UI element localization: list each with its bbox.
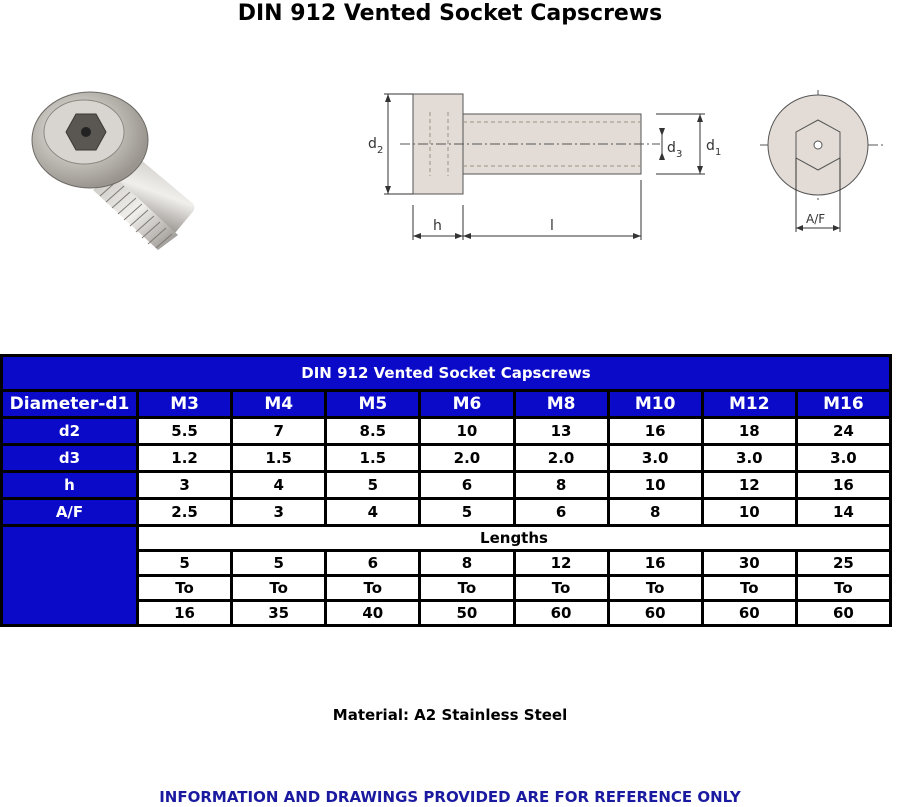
cell: 3.0 bbox=[796, 445, 890, 472]
cell: To bbox=[702, 576, 796, 601]
material-note: Material: A2 Stainless Steel bbox=[332, 706, 568, 724]
cell: 8.5 bbox=[326, 418, 420, 445]
header-size: M8 bbox=[514, 391, 608, 418]
label-af: A/F bbox=[806, 212, 826, 226]
row-label: d3 bbox=[2, 445, 138, 472]
cell: 12 bbox=[702, 472, 796, 499]
cell: 2.0 bbox=[514, 445, 608, 472]
cell: 40 bbox=[326, 601, 420, 626]
header-size: M6 bbox=[420, 391, 514, 418]
cell: 10 bbox=[420, 418, 514, 445]
row-label: h bbox=[2, 472, 138, 499]
cell: 3 bbox=[138, 472, 232, 499]
cell: 50 bbox=[420, 601, 514, 626]
cell: To bbox=[232, 576, 326, 601]
cell: 18 bbox=[702, 418, 796, 445]
cell: 1.5 bbox=[326, 445, 420, 472]
cell: 8 bbox=[420, 551, 514, 576]
cell: 7 bbox=[232, 418, 326, 445]
cell: 3 bbox=[232, 499, 326, 526]
cell: 30 bbox=[702, 551, 796, 576]
table-title: DIN 912 Vented Socket Capscrews bbox=[2, 356, 891, 391]
table-row bbox=[2, 472, 891, 499]
label-d3: d bbox=[667, 140, 676, 156]
cell: 16 bbox=[608, 418, 702, 445]
label-d2-sub: 2 bbox=[377, 145, 384, 156]
cell: 60 bbox=[702, 601, 796, 626]
header-diameter-label: Diameter-d1 bbox=[2, 391, 138, 418]
cell: 5 bbox=[232, 551, 326, 576]
row-label: d2 bbox=[2, 418, 138, 445]
cell: 10 bbox=[608, 472, 702, 499]
label-h: h bbox=[433, 218, 442, 234]
cell: 2.0 bbox=[420, 445, 514, 472]
cell: To bbox=[326, 576, 420, 601]
label-d3-sub: 3 bbox=[676, 149, 683, 160]
cell: 16 bbox=[608, 551, 702, 576]
cell: To bbox=[796, 576, 890, 601]
cell: 1.2 bbox=[138, 445, 232, 472]
disclaimer: INFORMATION AND DRAWINGS PROVIDED ARE FOR REFERENCE ONLY bbox=[159, 788, 741, 806]
cell: 6 bbox=[420, 472, 514, 499]
cell: To bbox=[420, 576, 514, 601]
cell: 6 bbox=[514, 499, 608, 526]
cell: 5 bbox=[420, 499, 514, 526]
cell: 13 bbox=[514, 418, 608, 445]
header-size: M5 bbox=[326, 391, 420, 418]
cell: 12 bbox=[514, 551, 608, 576]
header-size: M16 bbox=[796, 391, 890, 418]
spec-table bbox=[0, 354, 892, 627]
cell: 3.0 bbox=[608, 445, 702, 472]
label-d2: d bbox=[368, 136, 377, 152]
cell: 8 bbox=[514, 472, 608, 499]
cell: 14 bbox=[796, 499, 890, 526]
side-view-drawing bbox=[360, 80, 730, 250]
cell: To bbox=[138, 576, 232, 601]
header-size: M3 bbox=[138, 391, 232, 418]
table-row bbox=[2, 445, 891, 472]
cell: 60 bbox=[514, 601, 608, 626]
cell: 16 bbox=[138, 601, 232, 626]
cell: 4 bbox=[232, 472, 326, 499]
cell: 5.5 bbox=[138, 418, 232, 445]
cell: 3.0 bbox=[702, 445, 796, 472]
cell: 60 bbox=[796, 601, 890, 626]
lengths-spacer bbox=[2, 526, 138, 626]
header-size: M10 bbox=[608, 391, 702, 418]
cell: 25 bbox=[796, 551, 890, 576]
end-view-drawing bbox=[755, 90, 890, 245]
header-size: M4 bbox=[232, 391, 326, 418]
cell: 16 bbox=[796, 472, 890, 499]
header-size: M12 bbox=[702, 391, 796, 418]
cell: 5 bbox=[326, 472, 420, 499]
cell: 60 bbox=[608, 601, 702, 626]
cell: 1.5 bbox=[232, 445, 326, 472]
lengths-heading: Lengths bbox=[138, 526, 891, 551]
cell: 5 bbox=[138, 551, 232, 576]
table-row bbox=[2, 499, 891, 526]
page-title: DIN 912 Vented Socket Capscrews bbox=[237, 1, 663, 26]
cell: 35 bbox=[232, 601, 326, 626]
row-label: A/F bbox=[2, 499, 138, 526]
cell: 4 bbox=[326, 499, 420, 526]
label-d1-sub: 1 bbox=[715, 147, 722, 158]
cell: To bbox=[608, 576, 702, 601]
label-d1: d bbox=[706, 138, 715, 154]
cell: 8 bbox=[608, 499, 702, 526]
table-row bbox=[2, 418, 891, 445]
cell: 2.5 bbox=[138, 499, 232, 526]
label-l: l bbox=[550, 218, 554, 234]
cell: To bbox=[514, 576, 608, 601]
cell: 24 bbox=[796, 418, 890, 445]
screw-photo bbox=[18, 80, 198, 250]
cell: 10 bbox=[702, 499, 796, 526]
cell: 6 bbox=[326, 551, 420, 576]
